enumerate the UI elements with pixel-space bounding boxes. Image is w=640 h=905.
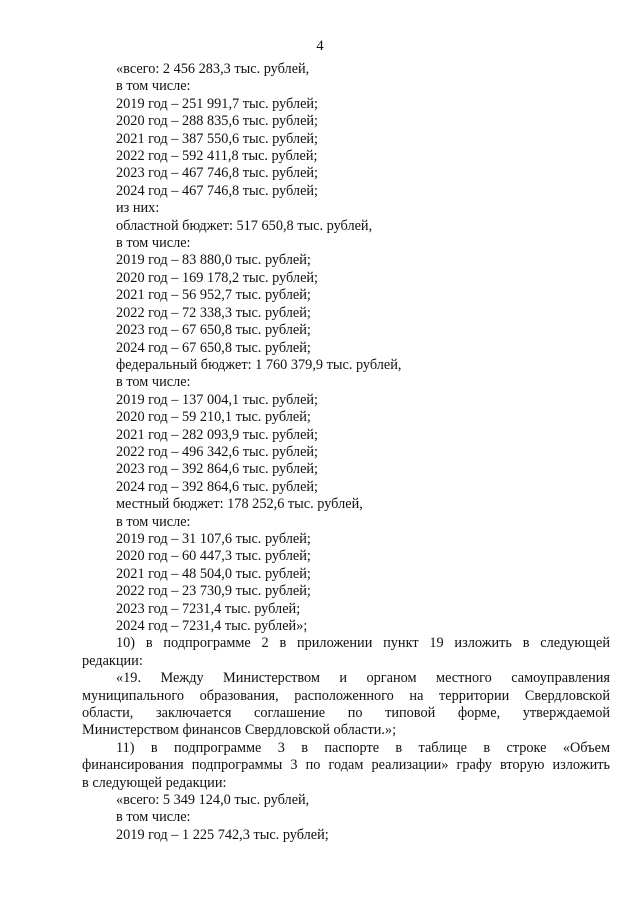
text-line: 11) в подпрограмме 3 в паспорте в таблице в строке «Объем <box>116 739 610 756</box>
text-line: финансирования подпрограммы 3 по годам реализации» графу вторую изложить <box>82 757 610 774</box>
text-line: областной бюджет: 517 650,8 тыс. рублей, <box>116 217 373 234</box>
text-line: 10) в подпрограмме 2 в приложении пункт 19 изложить в следующей <box>116 635 610 652</box>
text-line: 2024 год – 392 864,6 тыс. рублей; <box>116 478 319 495</box>
text-line: «всего: 5 349 124,0 тыс. рублей, <box>116 792 310 809</box>
text-line: 2021 год – 56 952,7 тыс. рублей; <box>116 287 311 304</box>
text-line: в том числе: <box>116 78 191 95</box>
text-line: 2019 год – 137 004,1 тыс. рублей; <box>116 391 319 408</box>
text-line: в том числе: <box>116 235 191 252</box>
text-line: 2020 год – 59 210,1 тыс. рублей; <box>116 409 311 426</box>
text-line: в том числе: <box>116 374 191 391</box>
text-line: 2021 год – 387 550,6 тыс. рублей; <box>116 130 319 147</box>
text-line: 2020 год – 169 178,2 тыс. рублей; <box>116 269 319 286</box>
text-line: 2020 год – 288 835,6 тыс. рублей; <box>116 113 319 130</box>
text-line: «всего: 2 456 283,3 тыс. рублей, <box>116 61 310 77</box>
document-body <box>82 61 610 844</box>
text-line: 2019 год – 251 991,7 тыс. рублей; <box>116 95 319 112</box>
text-line: 2022 год – 592 411,8 тыс. рублей; <box>116 148 318 165</box>
text-line: в следующей редакции: <box>82 774 227 791</box>
text-line: 2024 год – 467 746,8 тыс. рублей; <box>116 182 319 199</box>
text-line: в том числе: <box>116 513 191 530</box>
text-line: 2020 год – 60 447,3 тыс. рублей; <box>116 548 311 565</box>
text-line: 2019 год – 1 225 742,3 тыс. рублей; <box>116 826 329 843</box>
funding-block-subprogram-3 <box>82 792 610 844</box>
text-line: Министерством финансов Свердловской области.»; <box>82 722 397 739</box>
text-line: 2019 год – 31 107,6 тыс. рублей; <box>116 530 311 547</box>
text-line: федеральный бюджет: 1 760 379,9 тыс. рублей, <box>116 356 402 373</box>
text-line: 2022 год – 496 342,6 тыс. рублей; <box>116 443 319 460</box>
text-line: области, заключается соглашение по типовой форме, утверждаемой <box>82 705 610 722</box>
text-line: 2023 год – 467 746,8 тыс. рублей; <box>116 165 319 182</box>
text-line: в том числе: <box>116 809 191 826</box>
text-line: 2023 год – 67 650,8 тыс. рублей; <box>116 322 311 339</box>
text-line: 2023 год – 7231,4 тыс. рублей; <box>116 600 301 617</box>
text-line: 2019 год – 83 880,0 тыс. рублей; <box>116 252 311 269</box>
text-line: «19. Между Министерством и органом местного самоуправления <box>116 670 610 687</box>
text-line: из них: <box>116 200 160 217</box>
funding-block-subprogram-2 <box>82 61 610 635</box>
text-line: муниципального образования, расположенного на территории Свердловской <box>82 687 610 704</box>
text-line: местный бюджет: 178 252,6 тыс. рублей, <box>116 496 363 513</box>
text-line: редакции: <box>82 652 143 669</box>
text-line: 2024 год – 67 650,8 тыс. рублей; <box>116 339 311 356</box>
item-10-paragraph <box>82 635 610 670</box>
text-line: 2021 год – 48 504,0 тыс. рублей; <box>116 565 311 582</box>
text-line: 2024 год – 7231,4 тыс. рублей»; <box>116 618 308 634</box>
item-11-paragraph <box>82 740 610 792</box>
clause-19-paragraph <box>82 670 610 740</box>
text-line: 2023 год – 392 864,6 тыс. рублей; <box>116 461 319 478</box>
text-line: 2022 год – 72 338,3 тыс. рублей; <box>116 304 311 321</box>
page-number: 4 <box>316 38 324 54</box>
text-line: 2021 год – 282 093,9 тыс. рублей; <box>116 426 319 443</box>
text-line: 2022 год – 23 730,9 тыс. рублей; <box>116 583 311 600</box>
